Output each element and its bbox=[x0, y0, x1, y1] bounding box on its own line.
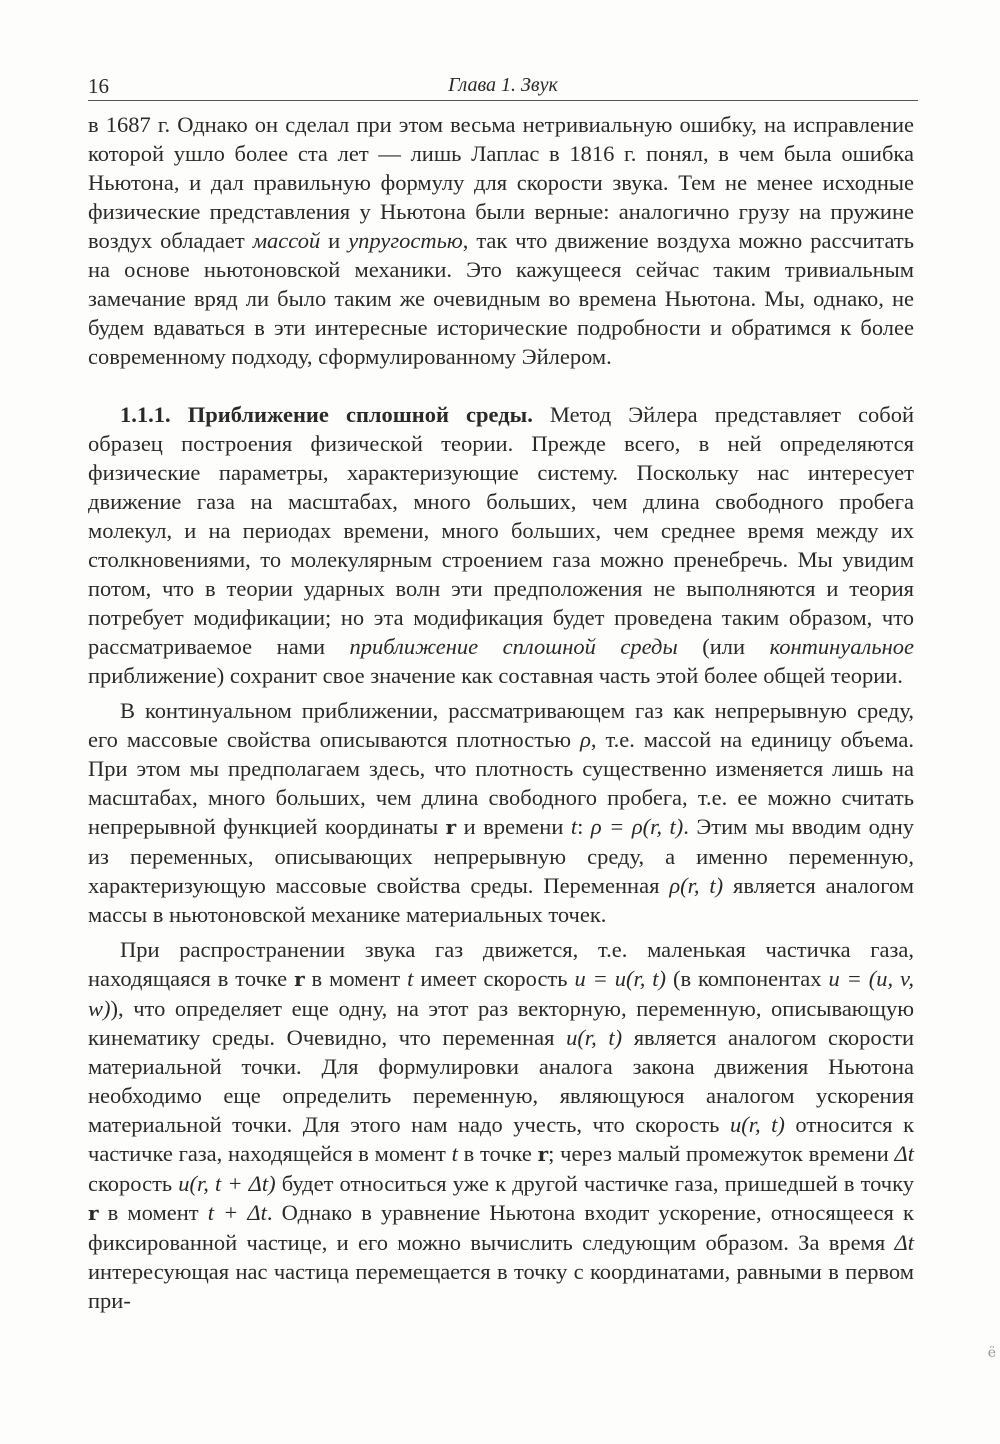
body-text bbox=[88, 110, 914, 1315]
math-r: r bbox=[294, 967, 305, 991]
text-run: В континуальном приближении, рассматривающем газ как непрерывную среду, его массовые свойства описываются плотностью bbox=[88, 698, 914, 752]
math-equation: Δt bbox=[894, 1230, 914, 1255]
paragraph-velocity bbox=[88, 935, 914, 1315]
emphasis-elasticity: упругостью bbox=[348, 228, 463, 253]
text-run: в 1687 г. Однако он сделал при этом весьма нетривиальную ошибку, на исправление которой ушло более ста лет — лишь Лаплас в 1816 г. понял, в чем была ошибка Ньютона, и дал правильную формулу для скорости звука. Тем не менее исходные физические представления у Ньютона были верные: аналогично грузу на пружине воздух обладает bbox=[88, 112, 914, 253]
text-run: При распространении звука газ движется, т.е. маленькая частичка газа, находящаяся в точке bbox=[88, 937, 914, 991]
math-equation: u = u(r, t) bbox=[574, 966, 667, 991]
text-run: (или bbox=[677, 634, 770, 659]
text-run: интересующая нас частица перемещается в точку с координатами, равными в первом при- bbox=[88, 1259, 914, 1313]
text-run: приближение) сохранит свое значение как составная часть этой более общей теории. bbox=[88, 663, 903, 688]
math-equation: u = (u, v, w) bbox=[88, 966, 914, 1021]
text-run: является аналогом массы в ньютоновской механике материальных точек. bbox=[88, 873, 914, 927]
math-equation: u(r, t) bbox=[729, 1112, 785, 1137]
page-number: 16 bbox=[88, 74, 109, 98]
math-equation: ρ(r, t) bbox=[669, 873, 724, 898]
page-header bbox=[88, 72, 918, 101]
text-run: и bbox=[320, 228, 349, 253]
math-rho: ρ bbox=[580, 727, 591, 752]
scan-edge-mark: ё bbox=[987, 1345, 996, 1361]
text-run: относится к частичке газа, находящейся в момент bbox=[88, 1112, 914, 1166]
text-run: ), что определяет еще одну, на этот раз векторную, переменную, описывающую кинематику среды. Очевидно, что переменная bbox=[88, 996, 914, 1050]
text-run: скорость bbox=[88, 1171, 179, 1196]
text-run: : bbox=[577, 814, 591, 839]
text-run: Метод Эйлера представляет собой образец построения физической теории. Прежде всего, в ней определяются физические параметры, характеризующие систему. Поскольку нас интересует движение газа на масштабах, много больших, чем длина свободного пробега молекул, и на периодах времени, много больших, чем среднее время между их столкновениями, то молекулярным строением газа можно пренебречь. Мы увидим потом, что в теории ударных волн эти предположения не выполняются и теория потребует модификации; но эта модификация будет проведена таким образом, что рассматриваемое нами bbox=[88, 402, 915, 659]
text-run: , так что движение воздуха можно рассчитать на основе ньютоновской механики. Это кажущееся сейчас таким тривиальным замечание вряд ли было таким же очевидным во времена Ньютона. Мы, однако, не будем вдаваться в эти интересные исторические подробности и обратимся к более современному подходу, сформулированному Эйлером. bbox=[88, 228, 914, 369]
math-equation: u(r, t + Δt) bbox=[178, 1171, 276, 1196]
text-run: является аналогом скорости материальной точки. Для формулировки аналога закона движения Ньютона необходимо еще определить переменную, являющуюся аналогом ускорения материальной точки. Для этого нам надо учесть, что скорость bbox=[88, 1025, 914, 1137]
running-head: Глава 1. Звук bbox=[448, 74, 558, 96]
math-t: t bbox=[570, 814, 578, 839]
emphasis-continual: континуальное bbox=[769, 634, 914, 659]
math-equation: t + Δt bbox=[207, 1200, 267, 1225]
section-title: 1.1.1. Приближение сплошной среды. bbox=[120, 402, 533, 427]
text-run: . Однако в уравнение Ньютона входит ускорение, относящееся к фиксированной частице, и его можно вычислить следующим образом. За время bbox=[88, 1200, 914, 1255]
text-run: имеет скорость bbox=[413, 966, 575, 991]
math-r: r bbox=[88, 1201, 99, 1225]
emphasis-mass: массой bbox=[252, 228, 321, 253]
text-run: (в компонентах bbox=[666, 966, 829, 991]
math-equation: u(r, t) bbox=[566, 1025, 623, 1050]
paragraph-density bbox=[88, 696, 914, 929]
text-run: ; через малый промежуток времени bbox=[548, 1141, 895, 1166]
text-run: в момент bbox=[304, 966, 408, 991]
emphasis-continuum-approx: приближение сплошной среды bbox=[349, 634, 678, 659]
math-t: t bbox=[407, 966, 414, 991]
text-run: и времени bbox=[456, 814, 571, 839]
text-run: в точке bbox=[457, 1141, 538, 1166]
math-r: r bbox=[445, 815, 457, 839]
text-run: , т.е. массой на единицу объема. При этом мы предполагаем здесь, что плотность существенно изменяется лишь на масштабах, много больших, чем длина свободного пробега, т.е. ее можно считать непрерывной функцией координаты bbox=[88, 727, 914, 839]
text-run: будет относиться уже к другой частичке газа, пришедшей в точку bbox=[275, 1171, 914, 1196]
math-equation: Δt bbox=[894, 1141, 914, 1166]
text-run: . Этим мы вводим одну из переменных, описывающих непрерывную среду, а именно переменную, характеризующую массовые свойства среды. Переменная bbox=[88, 814, 914, 898]
math-equation: ρ = ρ(r, t) bbox=[590, 814, 684, 839]
math-t: t bbox=[451, 1141, 458, 1166]
text-run: в момент bbox=[98, 1200, 208, 1225]
section-paragraph bbox=[88, 400, 914, 690]
paragraph-intro bbox=[88, 110, 914, 371]
math-r: r bbox=[537, 1142, 549, 1166]
